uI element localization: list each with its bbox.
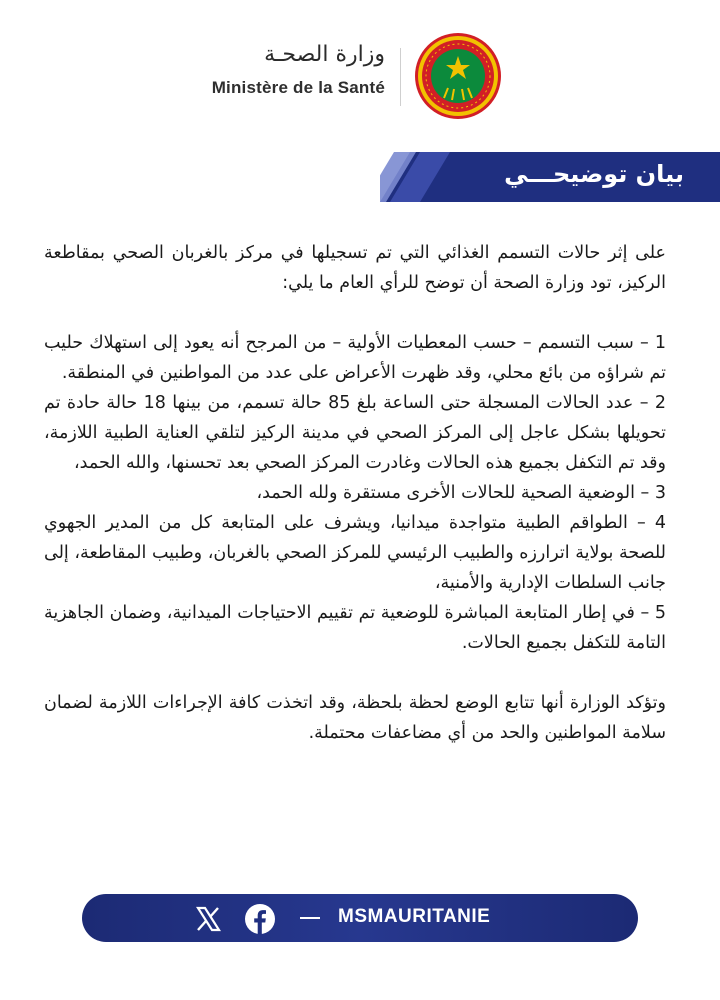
statement-point-4: 4 – الطواقم الطبية متواجدة ميدانيا، ويشرف على المتابعة كل من المدير الجهوي للصحة بولاية اترارزه والطبيب الرئيسي للمركز الصحي بالغربان، وطبيب المقاطعة، إلى جانب السلطات الإدارية والأمنية، [44, 513, 666, 593]
statement-intro: على إثر حالات التسمم الغذائي التي تم تسجيلها في مركز بالغربان الصحي بمقاطعة الركيز، تود وزارة الصحة أن توضح للرأي العام ما يلي: [44, 243, 666, 293]
statement-point-1: 1 – سبب التسمم – حسب المعطيات الأولية – من المرجح أنه يعود إلى استهلاك حليب تم شراؤه من بائع محلي، وقد ظهرت الأعراض على عدد من المواطنين في المنطقة. [44, 333, 666, 383]
header-divider [400, 48, 401, 106]
footer-dash-separator [300, 917, 320, 919]
social-handle[interactable]: MSMAURITANIE [338, 906, 491, 927]
ministry-name-arabic: وزارة الصحـة [264, 42, 385, 67]
ministry-name-french: Ministère de la Santé [211, 78, 385, 97]
national-seal-logo [414, 32, 502, 120]
facebook-icon[interactable] [244, 903, 276, 935]
banner-title: بيان توضيحـــي [504, 160, 684, 188]
header [0, 30, 720, 120]
statement-body [44, 238, 666, 748]
paragraph-gap [44, 298, 666, 328]
x-icon[interactable] [194, 905, 222, 933]
statement-point-2: 2 – عدد الحالات المسجلة حتى الساعة بلغ 85 حالة تسمم، من بينها 18 حالة حادة تم تحويلها بشكل عاجل إلى المركز الصحي في مدينة الركيز لتلقي العناية الطبية اللازمة، وقد تم التكفل بجميع هذه الحالات وغادرت المركز الصحي بعد تحسنها، والله الحمد، [44, 393, 666, 473]
statement-point-5: 5 – في إطار المتابعة المباشرة للوضعية تم تقييم الاحتياجات الميدانية، وضمان الجاهزية التامة للتكفل بجميع الحالات. [44, 603, 666, 653]
paragraph-gap [44, 658, 666, 688]
statement-closing: وتؤكد الوزارة أنها تتابع الوضع لحظة بلحظة، وقد اتخذت كافة الإجراءات اللازمة لضمان سلامة المواطنين والحد من أي مضاعفات محتملة. [44, 693, 666, 743]
statement-point-3: 3 – الوضعية الصحية للحالات الأخرى مستقرة ولله الحمد، [256, 483, 666, 503]
